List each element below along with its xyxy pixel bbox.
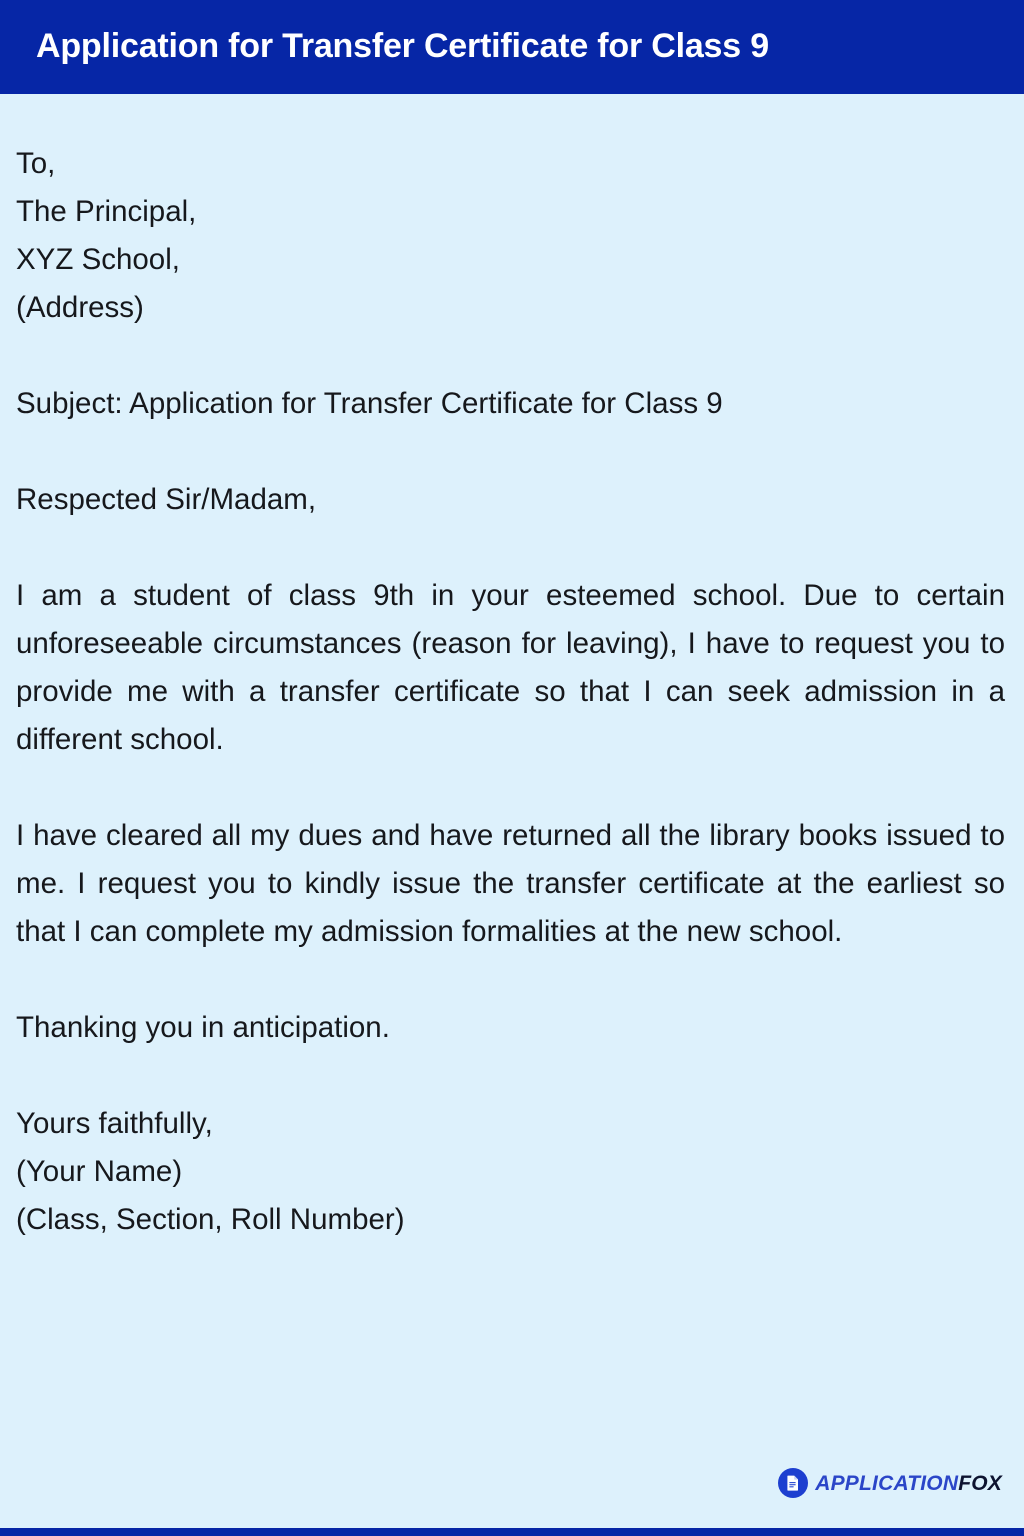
subject-block [16,380,1005,428]
body-paragraph-2: I have cleared all my dues and have returned all the library books issued to me. I request you to kindly issue the transfer certificate at the earliest so that I can complete my admission formalities at the new school. [16,819,1005,948]
document-icon [778,1468,808,1498]
subject-line: Subject: Application for Transfer Certificate for Class 9 [16,387,723,420]
thanks-line: Thanking you in anticipation. [16,1011,390,1044]
salutation-line: Respected Sir/Madam, [16,483,317,516]
thanks-block [16,1004,1005,1052]
closing-line-salutation: Yours faithfully, [16,1107,213,1140]
address-line-principal: The Principal, [16,195,197,228]
brand-word-secondary: FOX [958,1471,1002,1495]
closing-line-name: (Your Name) [16,1155,183,1188]
closing-block [16,1100,1005,1244]
brand-word-primary: APPLICATION [815,1471,959,1495]
brand-logo-wordmark [815,1473,1002,1494]
letter-content [16,94,1005,1244]
address-line-to: To, [16,147,56,180]
body-paragraph-1: I am a student of class 9th in your esteemed school. Due to certain unforeseeable circumstances (reason for leaving), I have to request you to provide me with a transfer certificate so that I can seek admission in a different school. [16,579,1005,756]
document-footer-bar [0,1528,1024,1536]
body-paragraph-1-block [16,572,1005,764]
brand-logo [778,1468,1002,1498]
closing-line-class-details: (Class, Section, Roll Number) [16,1203,405,1236]
letter-body-area [0,94,1024,1528]
document-header-bar [0,0,1024,94]
salutation-block [16,476,1005,524]
address-line-school: XYZ School, [16,243,180,276]
recipient-address-block [16,140,1005,332]
body-paragraph-2-block [16,812,1005,956]
page-title: Application for Transfer Certificate for Class 9 [36,27,769,66]
address-line-address: (Address) [16,291,144,324]
